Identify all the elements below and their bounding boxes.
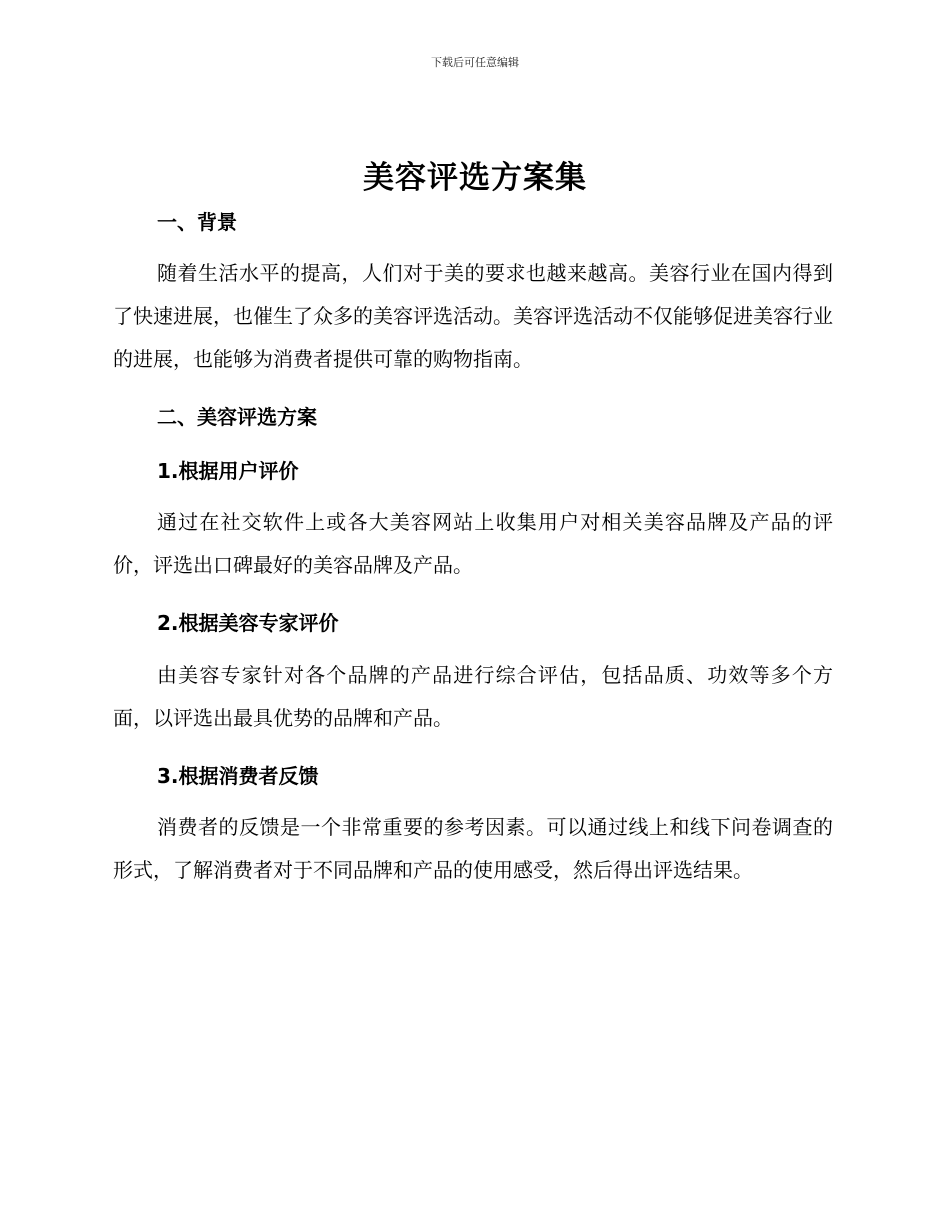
subheading-consumer-feedback: 3.根据消费者反馈 — [157, 764, 319, 788]
document-title: 美容评选方案集 — [363, 160, 587, 196]
page-header: 下载后可任意编辑 — [431, 56, 519, 69]
paragraph-consumer-feedback: 消费者的反馈是一个非常重要的参考因素。可以通过线上和线下问卷调查的形式，了解消费者对于不同品牌和产品的使用感受，然后得出评选结果。 — [113, 815, 833, 882]
section-heading-background: 一、背景 — [157, 210, 237, 234]
paragraph-user-review: 通过在社交软件上或各大美容网站上收集用户对相关美容品牌及产品的评价，评选出口碑最好的美容品牌及产品。 — [113, 510, 833, 577]
subheading-expert-review: 2.根据美容专家评价 — [157, 611, 339, 635]
paragraph-expert-review: 由美容专家针对各个品牌的产品进行综合评估，包括品质、功效等多个方面，以评选出最具优势的品牌和产品。 — [113, 663, 833, 730]
paragraph-background: 随着生活水平的提高，人们对于美的要求也越来越高。美容行业在国内得到了快速进展，也催生了众多的美容评选活动。美容评选活动不仅能够促进美容行业的进展，也能够为消费者提供可靠的购物指南。 — [113, 261, 833, 371]
subheading-user-review: 1.根据用户评价 — [157, 459, 299, 483]
section-heading-plan: 二、美容评选方案 — [157, 405, 317, 429]
